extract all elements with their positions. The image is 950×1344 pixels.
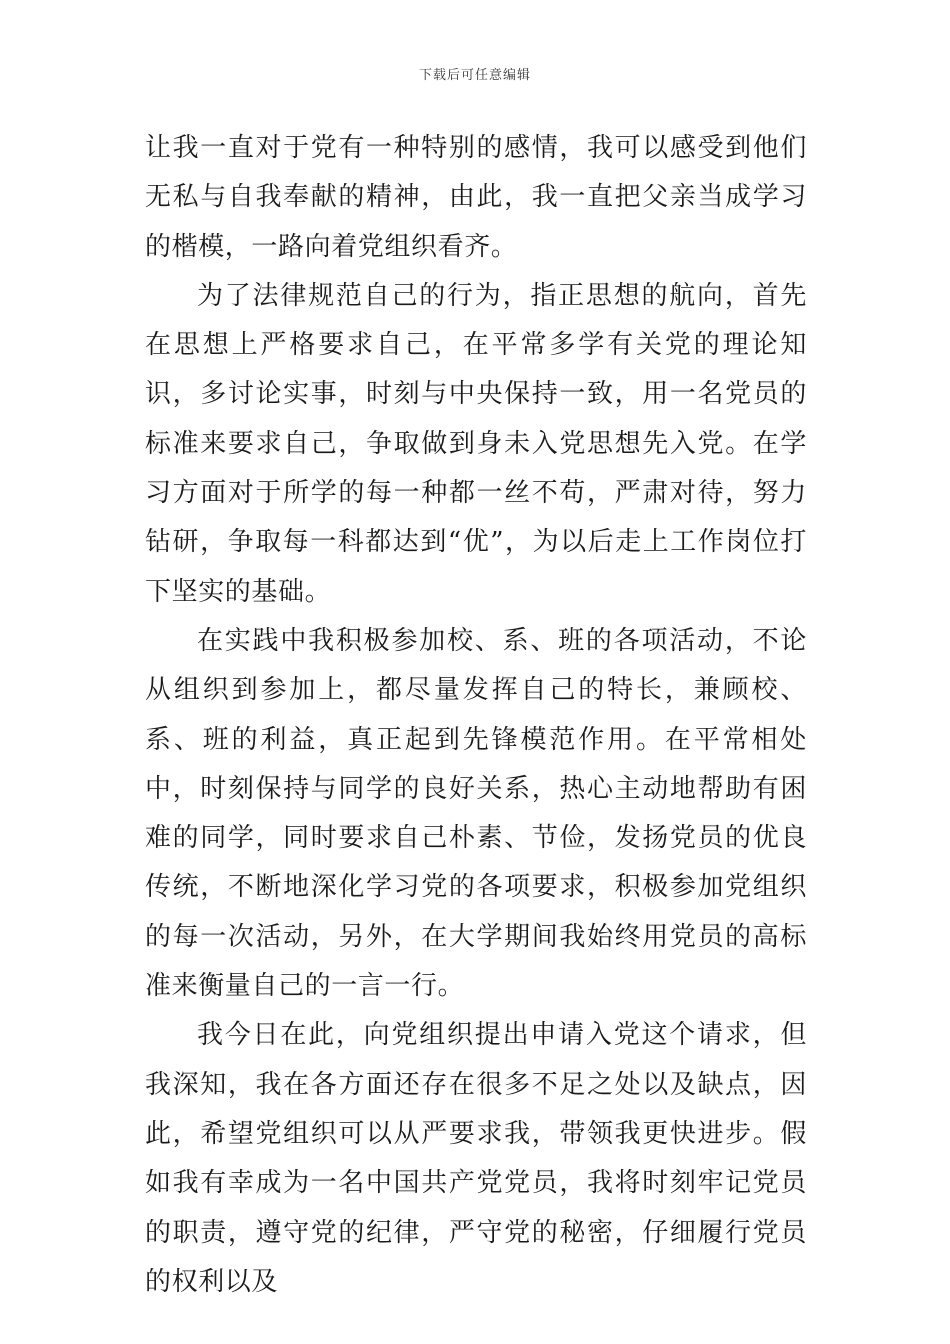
header-note: 下载后可任意编辑 (418, 68, 531, 83)
paragraph-2: 为了法律规范自己的行为，指正思想的航向，首先在思想上严格要求自己，在平常多学有关党的理论知识，多讨论实事，时刻与中央保持一致，用一名党员的标准来要求自己，争取做到身未入党思想先入党。在学习方面对于所学的每一种都一丝不苟，严肃对待，努力钻研，争取每一科都达到“优”，为以后走上工作岗位打下坚实的基础。 (145, 280, 807, 607)
paragraph-3: 在实践中我积极参加校、系、班的各项活动，不论从组织到参加上，都尽量发挥自己的特长，兼顾校、系、班的利益，真正起到先锋模范作用。在平常相处中，时刻保持与同学的良好关系，热心主动地帮助有困难的同学，同时要求自己朴素、节俭，发扬党员的优良传统，不断地深化学习党的各项要求，积极参加党组织的每一次活动，另外，在大学期间我始终用党员的高标准来衡量自己的一言一行。 (145, 625, 807, 1002)
paragraph-1: 让我一直对于党有一种特别的感情，我可以感受到他们无私与自我奉献的精神，由此，我一直把父亲当成学习的楷模，一路向着党组织看齐。 (145, 133, 807, 262)
paragraph-4: 我今日在此，向党组织提出申请入党这个请求，但我深知，我在各方面还存在很多不足之处以及缺点，因此，希望党组织可以从严要求我，带领我更快进步。假如我有幸成为一名中国共产党党员，我将时刻牢记党员的职责，遵守党的纪律，严守党的秘密，仔细履行党员的权利以及 (145, 1020, 807, 1297)
document-body (145, 124, 807, 1307)
